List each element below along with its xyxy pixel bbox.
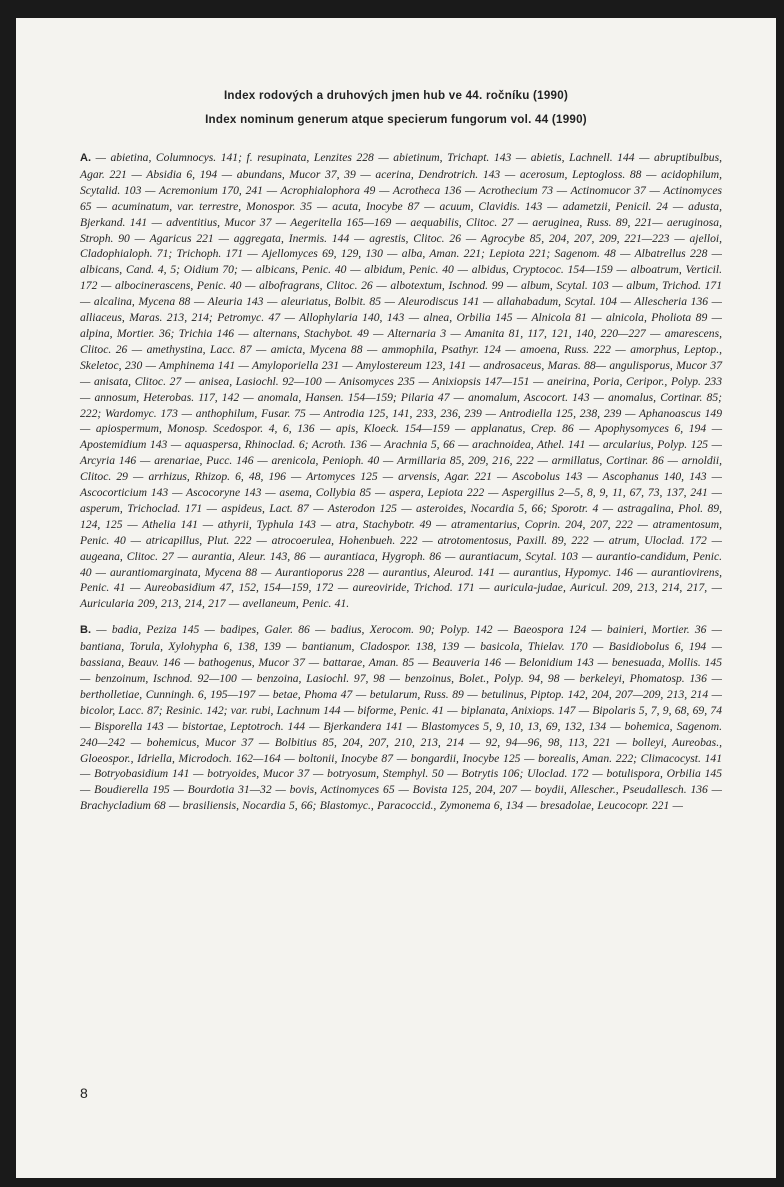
page-title-latin: Index nominum generum atque specierum fungorum vol. 44 (1990) (205, 113, 587, 126)
index-section-a (80, 150, 722, 612)
document-page (16, 18, 776, 1178)
page-title-czech: Index rodových a druhových jmen hub ve 44. ročníku (1990) (223, 89, 569, 102)
section-b-entries: — badia, Peziza 145 — badipes, Galer. 86 — badius, Xerocom. 90; Polyp. 142 — Baeospora 124 — bainieri, Mortier. 36 — bantiana, Torula, Xylohypha 6, 138, 139 — bantianum, Cladospor. 138, 139 — basicola, Thielav. 170 — Basidiobolus 6, 194 — bassiana, Beauv. 146 — bathogenus, Mucor 37 — battarae, Aman. 85 — Beauveria 146 — Belonidium 143 — benesuada, Mollis. 145 — benzoinum, Ischnod. 92—100 — benzoina, Lasiochl. 97, 98 — benzoinus, Bolet., Polyp. 94, 98 — berkeleyi, Phomatosp. 136 — bertholletiae, Cunningh. 6, 195—197 — betae, Phoma 47 — betularum, Russ. 89 — betulinus, Piptop. 142, 204, 207—209, 213, 214 — bicolor, Lacc. 87; Resinic. 142; var. rubi, Lachnum 144 — biforme, Penic. 41 — biplanata, Anixiops. 147 — Bipolaris 5, 7, 9, 68, 69, 74 — Bisporella 143 — bistortae, Leptotroch. 144 — Bjerkandera 141 — Blastomyces 5, 9, 10, 13, 69, 132, 134 — bohemica, Sagenom. 240—242 — bohemicus, Mucor 37 — Bolbitius 85, 204, 207, 210, 213, 214 — 92, 94—96, 98, 113, 221 — bolleyi, Aureobas., Gloeospor., Idriella, Microdoch. 162—164 — boltonii, Inocybe 87 — bongardii, Inocybe 125 — borealis, Aman. 222; Climacocyst. 141 — Botryobasidium 141 — botryoides, Mucor 37 — botryosum, Stemphyl. 50 — Botrytis 106; Ulocla⁠d. 172 — botulispora, Orbilia 145 — Boudierella 195 — Bourdotia 31—32 — bovis, Actinomyces 65 — Bovista 125, 204, 207 — boydii, Allescher., Pseudallesch. 136 — Brachycladium 68 — brasiliensis, Nocardia 5, 66; Blastomyc., Paracoccid., Zymonema 6, 134 — bresadolae, Leucocopr. 221 — (80, 623, 722, 813)
index-section-b (80, 622, 722, 814)
section-letter-a: A. (80, 152, 91, 164)
title-block (16, 88, 776, 128)
section-a-entries: — abietina, Columnocys. 141; f. resupinata, Lenzites 228 — abietinum, Trichapt. 143 — abietis, Lachnell. 144 — abruptibulbus, Agar. 221 — Absidia 6, 194 — abundans, Mucor 37, 39 — acerina, Dendrotrich. 143 — acerosum, Leptogloss. 88 — acidophilum, Scytalid. 103 — Acremonium 170, 241 — Acrophialophora 49 — Acrotheca 136 — Acrothecium 73 — Actinomucor 37 — Actinomyces 65 — acuminatum, var. terrestre, Monospor. 35 — acuta, Inocybe 87 — acuum, Clavidis. 143 — adametzii, Penicil. 24 — adusta, Bjerkand. 141 — adventitius, Mucor 37 — Aegeritella 165—169 — aequabilis, Clitoc. 27 — aeruginea, Russ. 89, 221— aeruginosa, Stroph. 90 — Agaricus 221 — aggregata, Inermis. 144 — agrestis, Clitoc. 26 — Agrocybe 85, 204, 207, 209, 221—223 — ajelloi, Cladophialoph. 71; Trichoph. 171 — Ajellomyces 69, 129, 130 — alba, Aman. 221; Lepiota 221; Sagenom. 48 — Albatrellus 228 — albicans, Cand. 4, 5; Oidium 70; — albicans, Penic. 40 — albidum, Penic. 40 — albidus, Cryptococ. 154—159 — alboatrum, Verticil. 172 — albocinerascens, Penic. 40 — albofragrans, Clitoc. 26 — albotextum, Ischnod. 99 — album, Scytal. 103 — album, Trichod. 171 — alcalina, Mycena 88 — Aleuria 143 — aleuriatus, Bolbit. 85 — Aleurodiscus 141 — allahabadum, Scytal. 104 — Allescheria 136 — alliaceus, Maras. 213, 214; Petromyc. 47 — Allophylaria 140, 143 — alnea, Orbilia 145 — Alnicola 81 — alnicola, Pholiota 89 — alpina, Mortier. 36; Trichia 146 — alternans, Stachybot. 49 — Alternaria 3 — Amanita 81, 117, 121, 140, 220—227 — amarescens, Clitoc. 26 — amethystina, Lacc. 87 — amicta, Mycena 88 — ammophila, Psathyr. 124 — amoena, Russ. 222 — amorphus, Leptop., Skeletoc, 230 — Amphinema 141 — Amyloporiella 231 — Amylostereum 123, 141 — androsaceus, Maras. 88— angulisporus, Mucor 37 — anisata, Clitoc. 27 — anisea, Lasiochl. 92—100 — Anisomyces 235 — Anixiopsis 147—151 — aneirina, Poria, Ceripor., Polyp. 233 — annosum, Heterobas. 117, 142 — anomala, Hansen. 154—159; Pilaria 47 — anomalum, Ascocort. 143 — anomalus, Cortinar. 85; 222; Wardomyc. 173 — anthophilum, Fusar. 75 — Antrodia 125, 141, 233, 236, 239 — Antrodiella 125, 238, 239 — Aphanoascus 149 — apiospermum, Monosp. Scedospor. 4, 6, 136 — apis, Kloeck. 154—159 — applanatus, Crep. 86 — Apophysomyces 6, 194 — Apostemidium 143 — aquaspersa, Rhinoclad. 6; Acroth. 136 — Arachnia 5, 66 — arachnoidea, Athel. 141 — arcularius, Polyp. 125 — Arcyria 146 — arenariae, Pucc. 146 — arenicola, Penioph. 40 — Armillaria 85, 209, 216, 222 — armillatus, Cortinar. 86 — arnoldii, Clitoc. 29 — arrhizus, Rhizop. 6, 48, 196 — Artomyces 125 — arvensis, Agar. 221 — Ascobolus 143 — Ascophanus 140, 143 — Ascocorticium 143 — Ascocoryne 143 — asema, Collybia 85 — aspera, Lepiota 222 — Aspergillus 2—5, 8, 9, 11, 67, 73, 137, 241 — asperum, Trichoclad. 171 — aspideus, Lact. 87 — Asterodon 125 — asteroides, Nocardia 5, 66; Sporotr. 4 — astragalina, Phol. 89, 124, 125 — Athelia 141 — athyrii, Typhula 143 — atra, Stachybotr. 49 — atramentarius, Coprin. 204, 207, 222 — atramentosum, Penic. 40 — atricapillus, Plut. 222 — atrocoerulea, Hohenbueh. 222 — atrotomentosus, Paxill. 89, 222 — atrum, Uloclad. 172 — augeana, Clitoc. 27 — aurantia, Aleur. 143, 86 — aurantiaca, Hygroph. 86 — aurantiacum, Scytal. 103 — aurantio-candidum, Penic. 40 — aurantiomarginata, Mycena 88 — Aurantioporus 228 — aurantius, Aleurod. 141 — aurantius, Hypomyc. 146 — aurantiovirens, Penic. 41 — Aureobasidium 47, 152, 154—159, 172 — aureoviride, Trichod. 171 — auricula-judae, Auricul. 209, 213, 214, 217, — Auricularia 209, 213, 214, 217 — avellaneum, Penic. 41. (80, 151, 722, 611)
index-content (80, 150, 722, 814)
page-number: 8 (80, 1085, 88, 1101)
section-letter-b: B. (80, 624, 91, 637)
